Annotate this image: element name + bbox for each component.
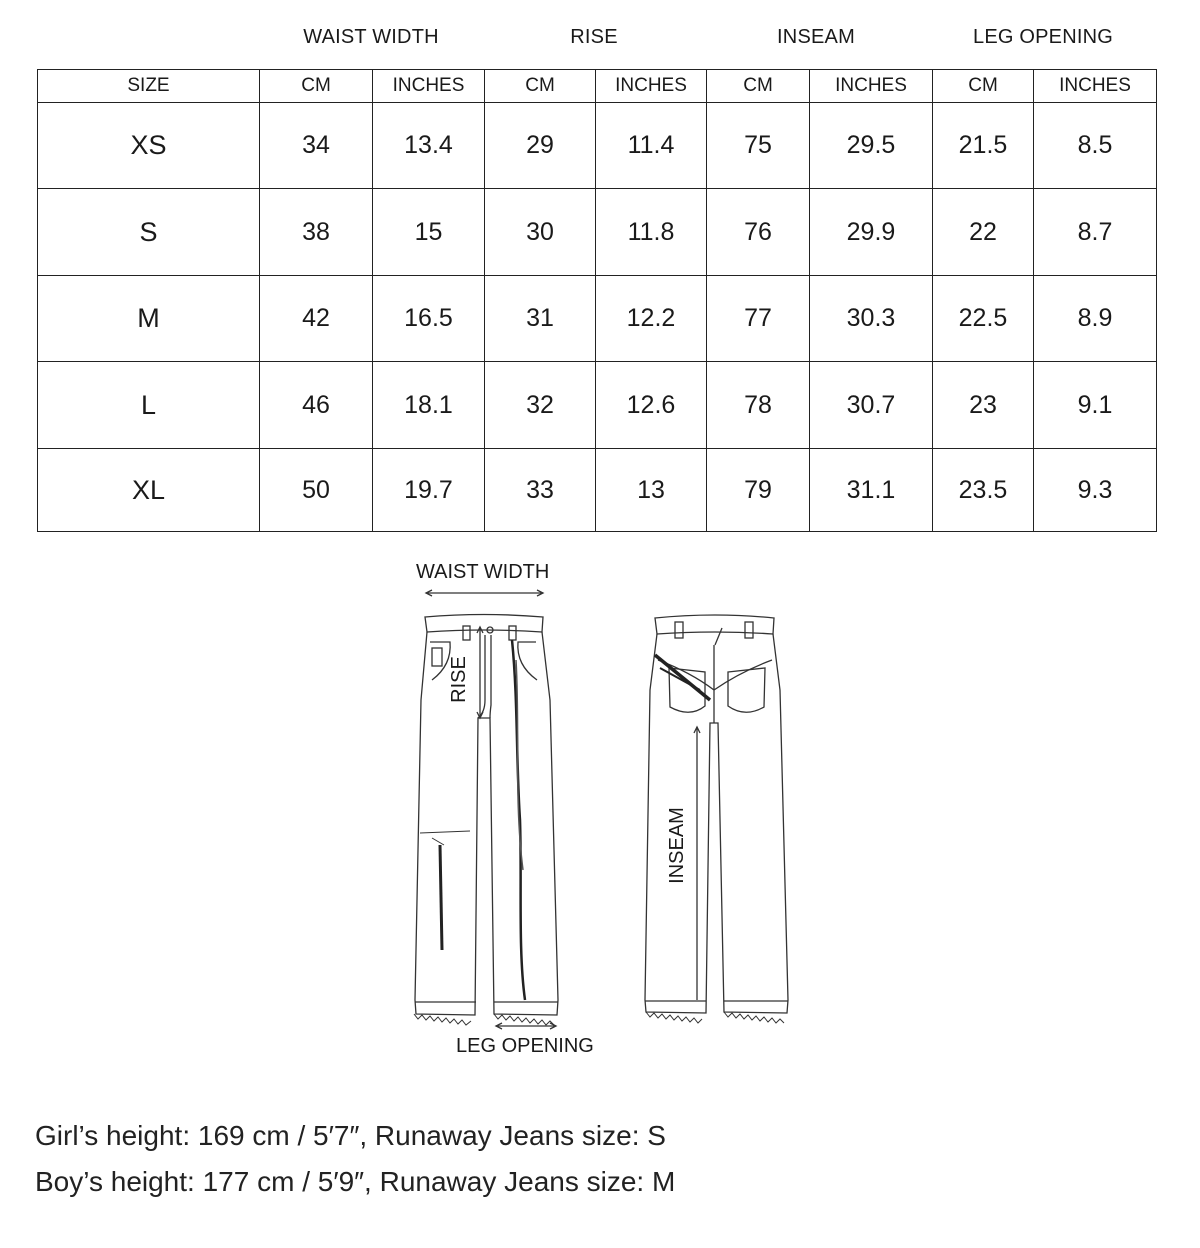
size-cell: XS xyxy=(38,103,260,189)
table-cell: 13.4 xyxy=(373,103,485,189)
fit-note-boy: Boy’s height: 177 cm / 5′9″, Runaway Jeans size: M xyxy=(35,1166,676,1197)
table-cell: 19.7 xyxy=(373,449,485,532)
table-cell: 12.6 xyxy=(596,362,707,449)
table-cell: 18.1 xyxy=(373,362,485,449)
table-cell: 12.2 xyxy=(596,276,707,362)
unit-header-inches: INCHES xyxy=(1034,70,1157,103)
waist-width-arrow xyxy=(426,590,543,596)
header-leg-opening: LEG OPENING xyxy=(972,26,1114,48)
size-cell: XL xyxy=(38,449,260,532)
table-cell: 30.3 xyxy=(810,276,933,362)
header-waist-width: WAIST WIDTH xyxy=(303,26,439,48)
unit-header-cm: CM xyxy=(260,70,373,103)
table-cell: 46 xyxy=(260,362,373,449)
table-cell: 16.5 xyxy=(373,276,485,362)
table-cell: 30.7 xyxy=(810,362,933,449)
table-cell: 8.7 xyxy=(1034,189,1157,276)
diagram-inseam-label: INSEAM xyxy=(665,807,688,884)
jeans-back-view xyxy=(645,615,788,1023)
unit-header-inches: INCHES xyxy=(596,70,707,103)
size-cell: M xyxy=(38,276,260,362)
diagram-waist-width-label: WAIST WIDTH xyxy=(416,561,550,583)
diagram-leg-opening-label: LEG OPENING xyxy=(456,1035,594,1057)
table-cell: 76 xyxy=(707,189,810,276)
table-cell: 29 xyxy=(485,103,596,189)
table-cell: 75 xyxy=(707,103,810,189)
table-cell: 29.5 xyxy=(810,103,933,189)
table-cell: 33 xyxy=(485,449,596,532)
table-cell: 34 xyxy=(260,103,373,189)
unit-header-cm: CM xyxy=(707,70,810,103)
table-cell: 29.9 xyxy=(810,189,933,276)
table-cell: 32 xyxy=(485,362,596,449)
table-cell: 38 xyxy=(260,189,373,276)
table-cell: 9.3 xyxy=(1034,449,1157,532)
table-cell: 50 xyxy=(260,449,373,532)
table-cell: 8.5 xyxy=(1034,103,1157,189)
unit-header-size: SIZE xyxy=(38,70,260,103)
table-cell: 78 xyxy=(707,362,810,449)
table-cell: 31 xyxy=(485,276,596,362)
table-cell: 31.1 xyxy=(810,449,933,532)
diagram-rise-label: RISE xyxy=(447,656,470,703)
table-cell: 11.8 xyxy=(596,189,707,276)
table-cell: 21.5 xyxy=(933,103,1034,189)
table-cell: 22 xyxy=(933,189,1034,276)
header-rise: RISE xyxy=(570,26,618,48)
table-cell: 30 xyxy=(485,189,596,276)
jeans-front-view xyxy=(414,615,558,1030)
table-cell: 11.4 xyxy=(596,103,707,189)
table-cell: 23 xyxy=(933,362,1034,449)
size-cell: L xyxy=(38,362,260,449)
table-cell: 13 xyxy=(596,449,707,532)
table-cell: 42 xyxy=(260,276,373,362)
unit-header-cm: CM xyxy=(485,70,596,103)
table-cell: 23.5 xyxy=(933,449,1034,532)
table-cell: 77 xyxy=(707,276,810,362)
unit-header-inches: INCHES xyxy=(373,70,485,103)
table-cell: 8.9 xyxy=(1034,276,1157,362)
table-cell: 15 xyxy=(373,189,485,276)
table-cell: 79 xyxy=(707,449,810,532)
table-cell: 9.1 xyxy=(1034,362,1157,449)
unit-header-inches: INCHES xyxy=(810,70,933,103)
size-cell: S xyxy=(38,189,260,276)
unit-header-cm: CM xyxy=(933,70,1034,103)
header-inseam: INSEAM xyxy=(777,26,855,48)
fit-note-girl: Girl’s height: 169 cm / 5′7″, Runaway Jeans size: S xyxy=(35,1120,666,1151)
table-cell: 22.5 xyxy=(933,276,1034,362)
